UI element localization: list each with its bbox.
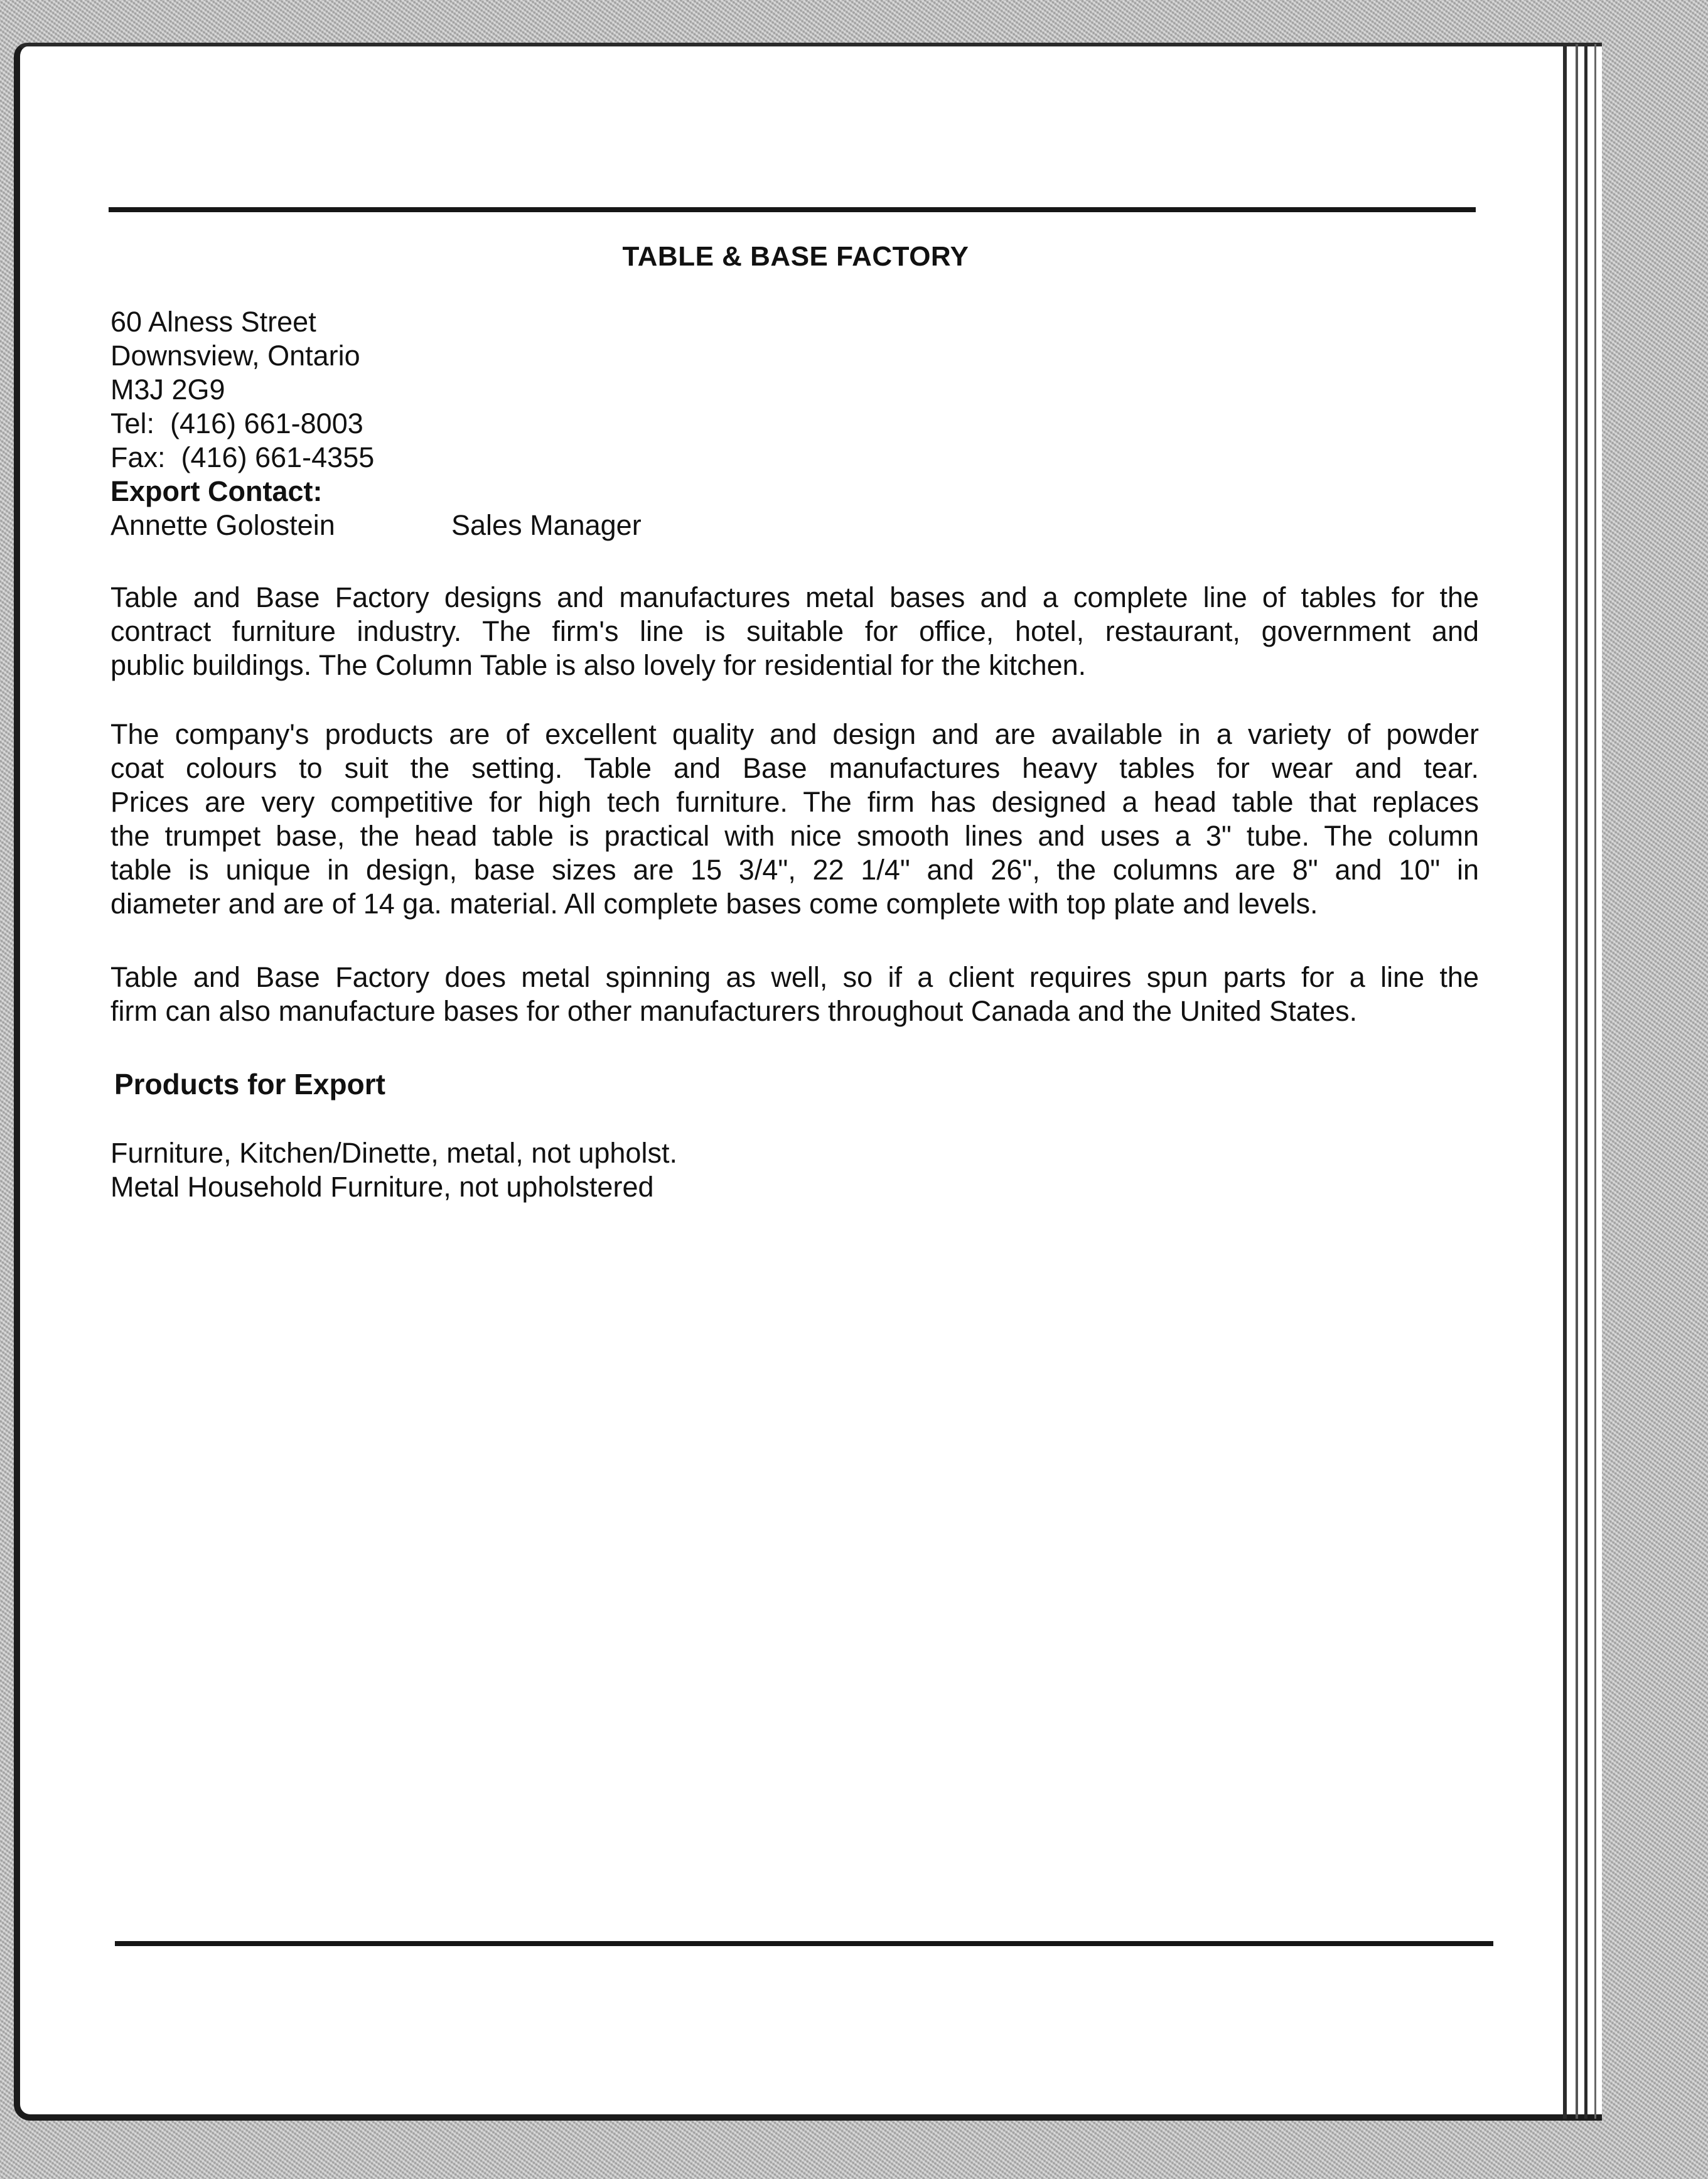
contact-name: Annette Golostein	[110, 509, 335, 541]
top-rule	[109, 207, 1476, 212]
contact-title: Sales Manager	[451, 509, 642, 541]
paragraph-line: table is unique in design, base sizes are 15 3/4", 22 1/4" and 26", the columns are 8" and 10" in	[110, 854, 1479, 886]
paragraph-line: contract furniture industry. The firm's line is suitable for office, hotel, restaurant, government and	[110, 615, 1479, 647]
company-title: TABLE & BASE FACTORY	[622, 241, 969, 272]
paragraph-line: coat colours to suit the setting. Table and Base manufactures heavy tables for wear and tear.	[110, 752, 1479, 784]
metal-spinning-paragraph	[110, 960, 1479, 1028]
company-address	[110, 305, 642, 542]
paragraph-line: firm can also manufacture bases for other manufacturers throughout Canada and the United States.	[110, 995, 1358, 1027]
paragraph-line: diameter and are of 14 ga. material. All complete bases come complete with top plate and levels.	[110, 888, 1318, 920]
telephone-line: Tel: (416) 661-8003	[110, 407, 363, 439]
binding-edge	[1584, 44, 1587, 2119]
paragraph-line: Table and Base Factory designs and manufactures metal bases and a complete line of tables for the	[110, 581, 1479, 613]
paragraph-line: Prices are very competitive for high tech furniture. The firm has designed a head table that replaces	[110, 786, 1479, 818]
binding-edge	[1594, 44, 1596, 2119]
products-list	[110, 1136, 677, 1204]
binding-edge	[1563, 44, 1567, 2119]
export-contact-label: Export Contact:	[110, 475, 323, 507]
address-line: M3J 2G9	[110, 374, 225, 406]
address-line: 60 Alness Street	[110, 306, 316, 338]
fax-line: Fax: (416) 661-4355	[110, 441, 375, 473]
product-item: Furniture, Kitchen/Dinette, metal, not upholst.	[110, 1137, 677, 1169]
address-line: Downsview, Ontario	[110, 340, 360, 372]
paragraph-line: The company's products are of excellent quality and design and are available in a variety of powder	[110, 718, 1479, 750]
products-quality-paragraph	[110, 718, 1479, 921]
paragraph-line: the trumpet base, the head table is practical with nice smooth lines and uses a 3" tube. The column	[110, 820, 1479, 852]
paragraph-line: Table and Base Factory does metal spinning as well, so if a client requires spun parts for a line the	[110, 961, 1479, 993]
product-item: Metal Household Furniture, not upholstered	[110, 1171, 654, 1203]
paragraph-line: public buildings. The Column Table is also lovely for residential for the kitchen.	[110, 649, 1087, 681]
binding-edge	[1576, 44, 1578, 2119]
export-contact	[110, 508, 642, 542]
products-heading: Products for Export	[114, 1068, 385, 1100]
bottom-rule	[115, 1941, 1493, 1946]
description-paragraph	[110, 581, 1479, 682]
